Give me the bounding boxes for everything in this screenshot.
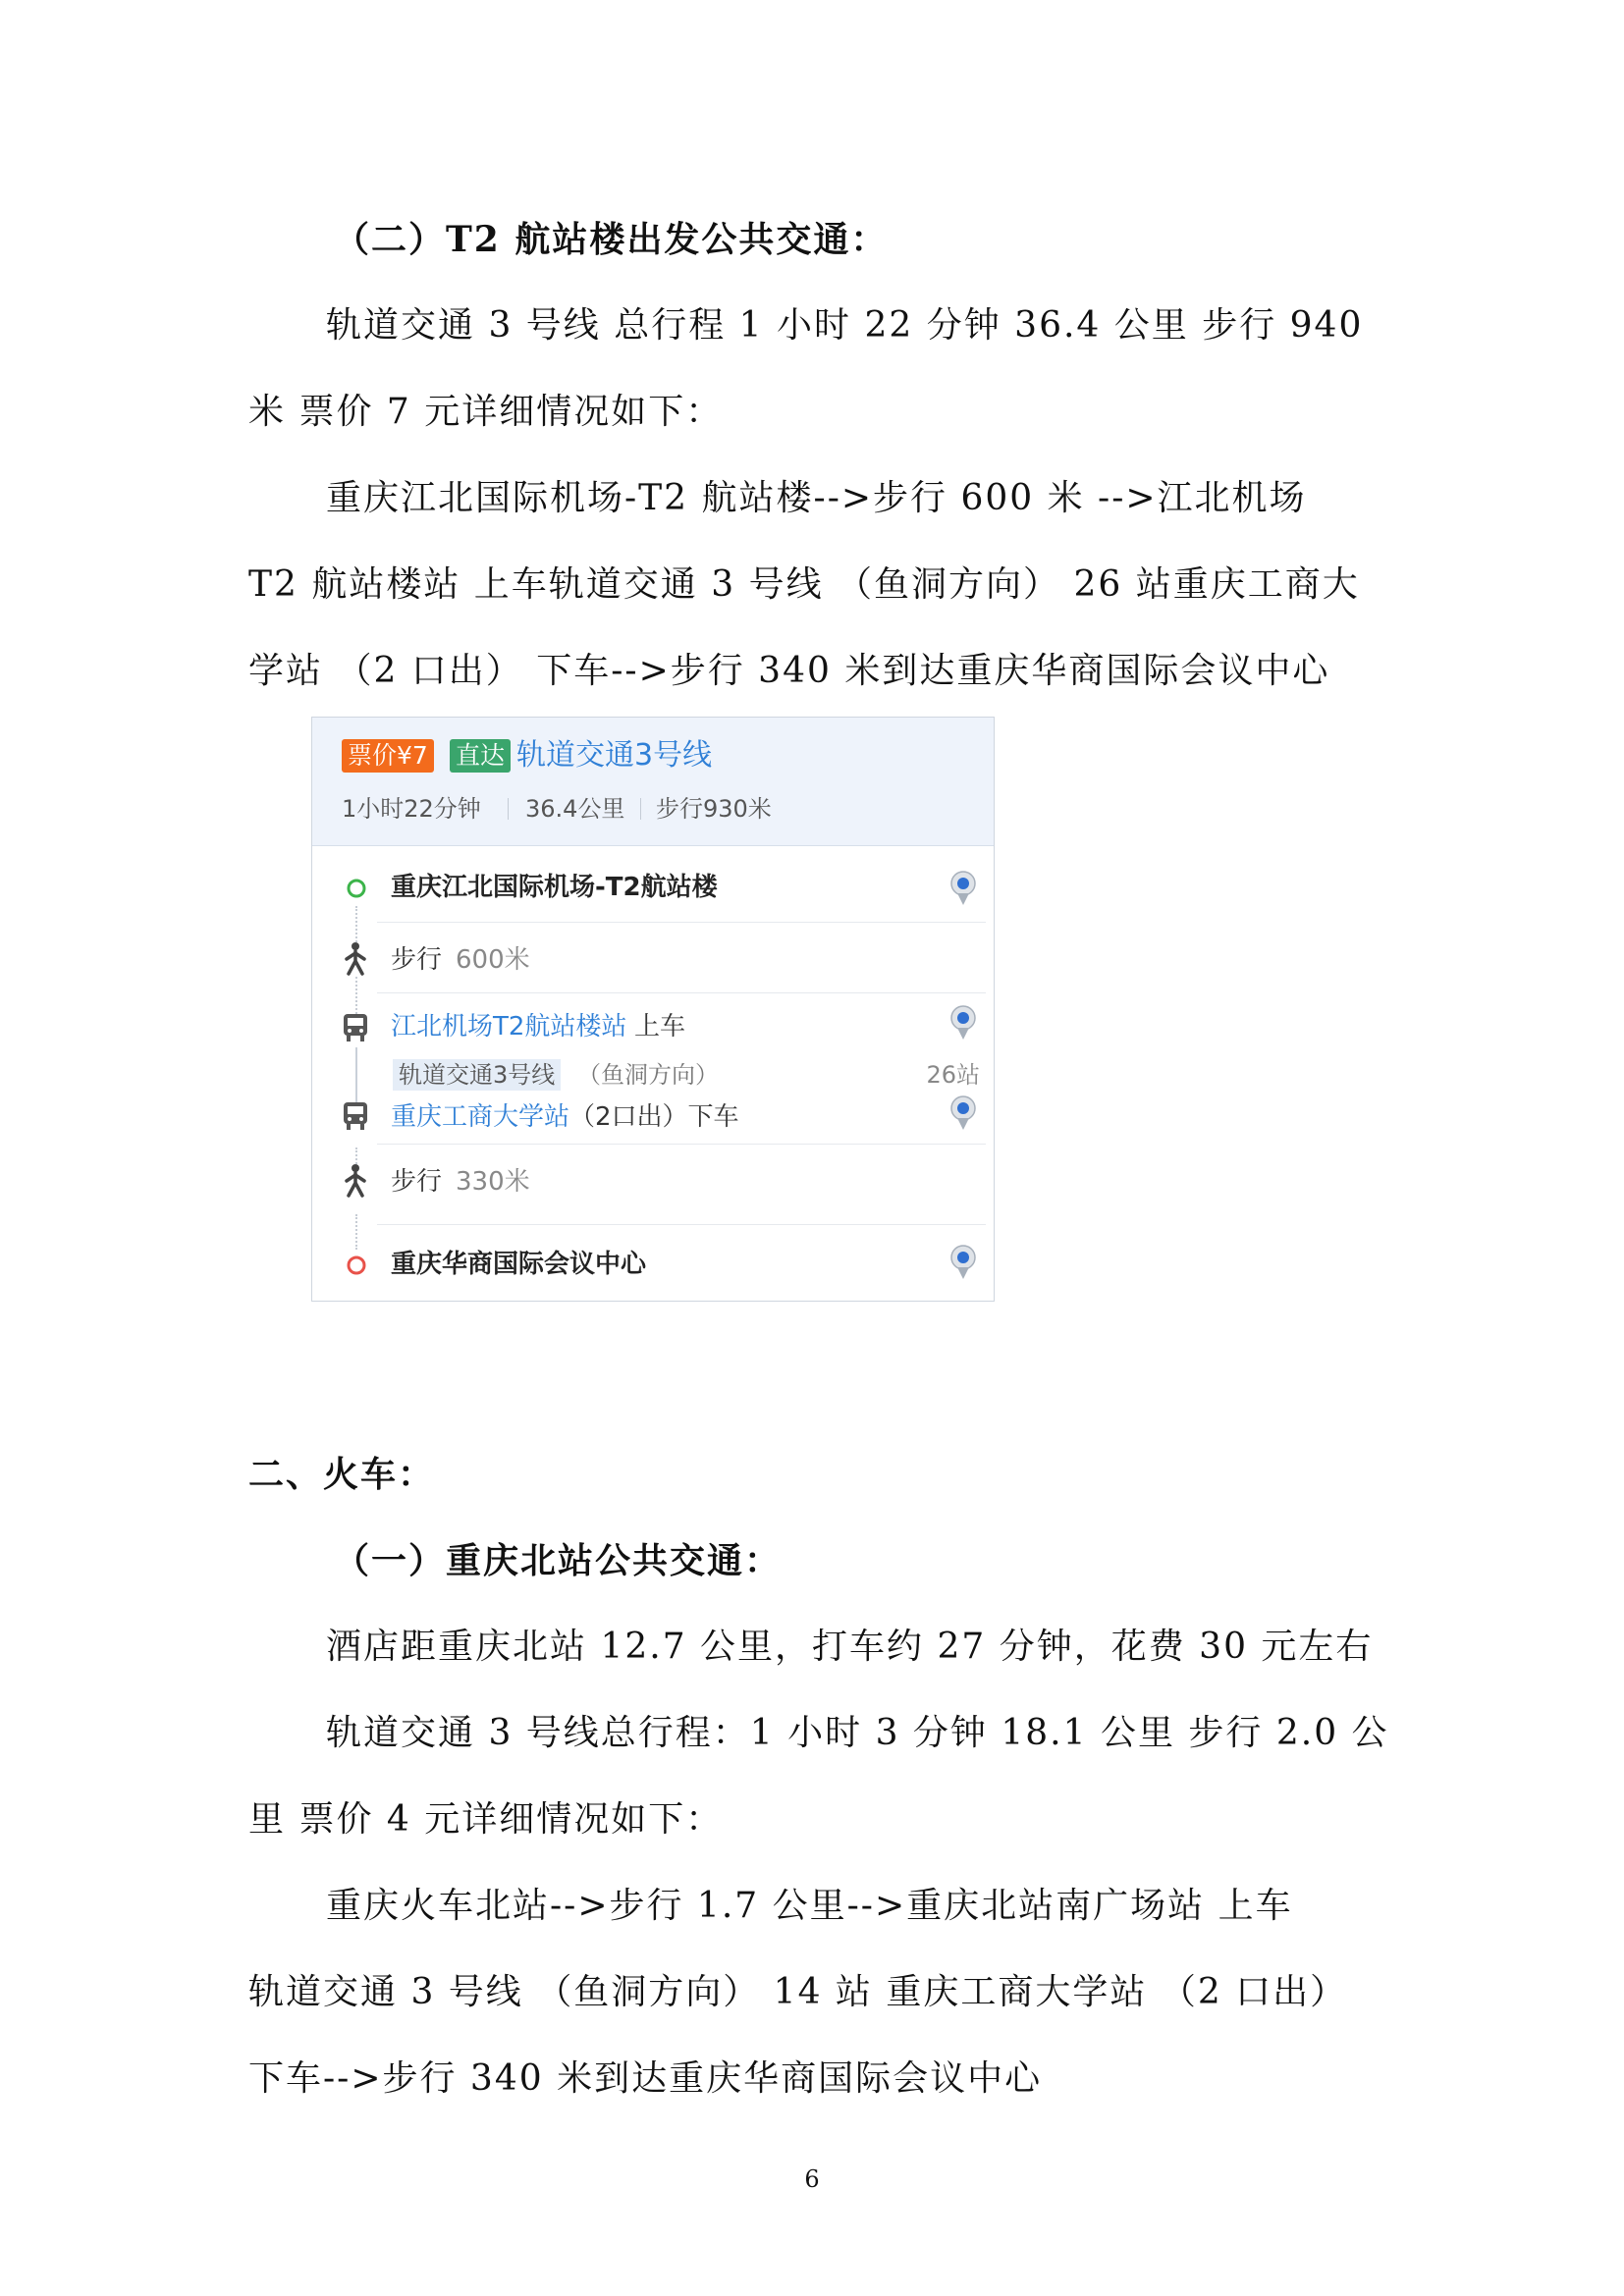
t2-paragraph-2-line-3: 学站 （2 口出） 下车-->步行 340 米到达重庆华商国际会议中心 bbox=[248, 651, 1330, 691]
route-card-header bbox=[312, 718, 994, 846]
row-divider bbox=[377, 1144, 986, 1145]
t2-paragraph-1-line-1: 轨道交通 3 号线 总行程 1 小时 22 分钟 36.4 公里 步行 940 bbox=[326, 305, 1364, 346]
bus-icon bbox=[341, 1012, 370, 1043]
row-divider bbox=[377, 992, 986, 993]
row-divider bbox=[377, 922, 986, 923]
summary-separator bbox=[508, 798, 509, 820]
row-divider bbox=[377, 1224, 986, 1225]
bus-icon bbox=[341, 1100, 370, 1132]
map-pin-icon[interactable] bbox=[948, 870, 978, 907]
north-paragraph-2-line-2: 轨道交通 3 号线 （鱼洞方向） 14 站 重庆工商大学站 （2 口出） bbox=[248, 1972, 1348, 2012]
start-point-icon bbox=[345, 877, 368, 900]
walk1-label: 步行 bbox=[391, 945, 443, 975]
t2-paragraph-1-line-2: 米 票价 7 元详细情况如下： bbox=[248, 392, 724, 432]
walk-icon bbox=[340, 1163, 371, 1199]
summary-separator bbox=[640, 798, 641, 820]
walk-connector bbox=[355, 1214, 359, 1250]
direction-text: （鱼洞方向） bbox=[577, 1061, 719, 1089]
board-action: 上车 bbox=[634, 1012, 686, 1041]
section-heading-train: 二、火车： bbox=[248, 1454, 436, 1495]
walk1-distance: 600米 bbox=[456, 945, 530, 975]
north-paragraph-1-line-2: 里 票价 4 元详细情况如下： bbox=[248, 1799, 724, 1840]
north-paragraph-2-line-1: 重庆火车北站-->步行 1.7 公里-->重庆北站南广场站 上车 bbox=[326, 1886, 1293, 1926]
walk-connector bbox=[355, 977, 359, 1014]
map-pin-icon[interactable] bbox=[948, 1004, 978, 1041]
direct-tag: 直达 bbox=[450, 739, 511, 773]
stop-count: 26站 bbox=[926, 1061, 980, 1089]
alight-station-link[interactable]: 重庆工商大学站 bbox=[391, 1102, 570, 1132]
walk-connector bbox=[355, 906, 359, 945]
section-heading-north-station: （一）重庆北站公共交通： bbox=[334, 1540, 783, 1581]
distance-text: 36.4公里 bbox=[525, 795, 625, 823]
board-station-link[interactable]: 江北机场T2航站楼站 bbox=[391, 1012, 627, 1041]
walk2-distance: 330米 bbox=[456, 1167, 530, 1197]
route-card bbox=[311, 717, 995, 1302]
line-chip[interactable]: 轨道交通3号线 bbox=[393, 1059, 561, 1091]
north-taxi-line: 酒店距重庆北站 12.7 公里，打车约 27 分钟，花费 30 元左右 bbox=[326, 1627, 1374, 1667]
walk-icon bbox=[340, 941, 371, 977]
duration-text: 1小时22分钟 bbox=[342, 795, 481, 823]
map-pin-icon[interactable] bbox=[948, 1244, 978, 1281]
destination-name: 重庆华商国际会议中心 bbox=[391, 1250, 647, 1279]
end-point-icon bbox=[345, 1254, 368, 1277]
origin-name: 重庆江北国际机场-T2航站楼 bbox=[391, 873, 718, 902]
walk2-label: 步行 bbox=[391, 1167, 443, 1197]
t2-paragraph-2-line-1: 重庆江北国际机场-T2 航站楼-->步行 600 米 -->江北机场 bbox=[326, 478, 1307, 518]
section-heading-t2: （二）T2 航站楼出发公共交通： bbox=[334, 219, 889, 260]
t2-paragraph-2-line-2: T2 航站楼站 上车轨道交通 3 号线 （鱼洞方向） 26 站重庆工商大 bbox=[248, 564, 1360, 605]
map-pin-icon[interactable] bbox=[948, 1095, 978, 1132]
page-number: 6 bbox=[804, 2165, 820, 2193]
north-paragraph-1-line-1: 轨道交通 3 号线总行程：1 小时 3 分钟 18.1 公里 步行 2.0 公 bbox=[326, 1713, 1389, 1753]
north-paragraph-2-line-3: 下车-->步行 340 米到达重庆华商国际会议中心 bbox=[248, 2058, 1043, 2099]
alight-detail: （2口出）下车 bbox=[569, 1102, 739, 1132]
walk-total-text: 步行930米 bbox=[656, 795, 772, 823]
price-tag: 票价¥7 bbox=[342, 739, 434, 773]
line-name-link[interactable]: 轨道交通3号线 bbox=[516, 738, 713, 773]
